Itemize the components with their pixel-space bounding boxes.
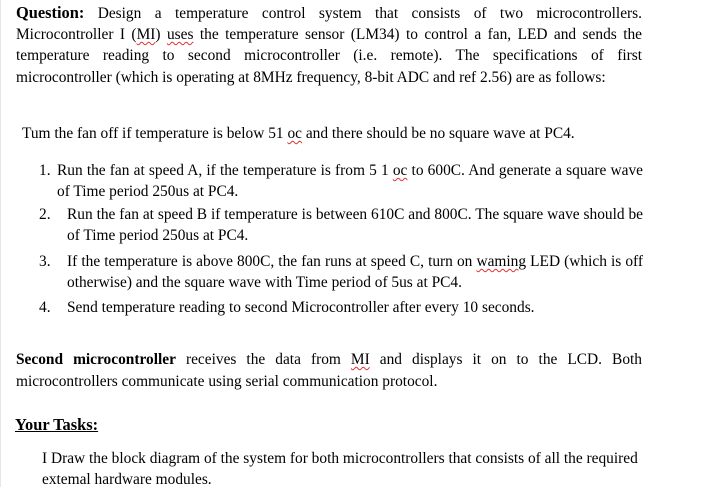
list-number: 4. <box>39 299 51 316</box>
list-item <box>39 204 643 251</box>
fan-off-text-2: and there should be no square wave at PC4. <box>301 125 575 142</box>
fan-off-text-1: Tum the fan off if temperature is below 51 <box>22 125 288 142</box>
list-item-text: Run the fan at speed B if temperature is between 610C and 800C. The square wave should be of Time period 250us at PC4. <box>67 206 643 244</box>
list-item-text-2: to 600C. And generate a square wave of Time period 250us at PC4. <box>57 162 643 200</box>
second-microcontroller-paragraph <box>16 349 642 393</box>
second-lead: Second microcontroller <box>16 351 176 368</box>
specification-list <box>39 160 643 319</box>
second-text-2: and displays it on to the LCD. Both microcontrollers communicate using serial communication protocol. <box>16 351 642 390</box>
spellcheck-word-mi: MI <box>350 351 370 368</box>
spellcheck-word-uses: uses <box>166 26 194 44</box>
question-lead: Question: <box>16 3 85 22</box>
list-item <box>39 297 643 319</box>
question-paragraph <box>16 2 642 88</box>
tasks-heading: Your Tasks: <box>15 415 99 434</box>
list-item-text: Send temperature reading to second Microcontroller after every 10 seconds. <box>67 299 535 316</box>
question-text-2: ) <box>155 26 167 44</box>
fan-off-condition <box>22 123 662 144</box>
question-text-1: Design a temperature control system that consists of two microcontrollers. Microcontroller I ( <box>16 5 642 44</box>
list-item-text-2: LED (which is off otherwise) and the square wave with Time period of 5us at PC4. <box>67 253 644 291</box>
spellcheck-word-oc: oc <box>392 162 408 179</box>
spellcheck-word-mi: MI <box>136 26 156 44</box>
list-item-text-1: Run the fan at speed A, if the temperature is from 5 1 <box>57 162 393 179</box>
list-item-text-1: If the temperature is above 800C, the fan runs at speed C, turn on <box>67 253 477 270</box>
question-text-3: the temperature sensor (LM34) to control a fan, LED and sends the temperature reading to second microcontroller (i.e. remote). The specifications of first microcontroller (which is operating at 8MHz frequency, 8-bit ADC and ref 2.56) are as follows: <box>16 26 642 86</box>
list-item <box>39 251 643 297</box>
task-item: I Draw the block diagram of the system for both microcontrollers that consists of all the required extemal hardware modules. <box>42 450 638 488</box>
list-item <box>39 160 643 204</box>
spellcheck-word-oc: oc <box>287 125 302 142</box>
spellcheck-word-warning: waming <box>476 253 527 270</box>
list-number: 2. <box>39 206 51 223</box>
list-number: 1. <box>39 162 51 179</box>
list-number: 3. <box>39 253 51 270</box>
second-text-1: receives the data from <box>175 351 351 368</box>
